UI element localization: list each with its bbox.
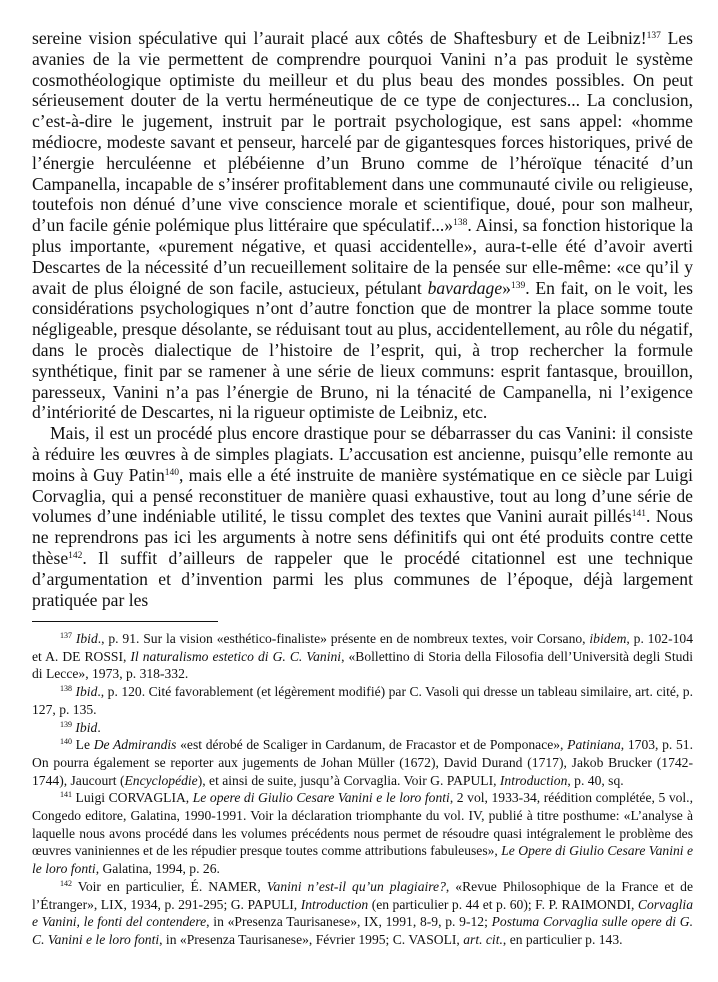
footnote-marker: 142 bbox=[68, 550, 83, 561]
italic-text: Corvaglia e Vanini, le fonti del contendere bbox=[32, 896, 694, 930]
text-run: , 2 vol, 1933-34, réédition complétée, 5 vol., Congedo editore, Galatina, 1990-1991. Voir la déclaration triomphante du vol. IV, publié à titre posthume: «L’analyse à laquelle nous avons procédé dans les volumes précédents nous permet de résoudre quasi intégralement le problème des œuvres vaniniennes et de les répudier presque toutes comme attributions fabuleuses», bbox=[32, 790, 693, 859]
italic-text: Encyclopédie bbox=[124, 772, 198, 788]
text-run: . Il suffit d’ailleurs de rappeler que le procédé citationnel est une technique d’argumentation et d’invention parmi les plus communes de l’époque, déjà largement pratiquée par les bbox=[32, 547, 693, 610]
footnote-marker: 140 bbox=[164, 467, 180, 478]
footnote-marker: 138 bbox=[453, 218, 468, 229]
text-run: Mais, il est un procédé plus encore drastique pour se débarrasser du cas Vanini: il consiste à réduire les œuvres à de simples plagiats. L’accusation est ancienne, puisqu’elle remonte au moins à Guy Patin bbox=[32, 423, 693, 485]
text-run: sereine vision spéculative qui l’aurait placé aux côtés de Shaftesbury et de Leibniz! bbox=[32, 28, 647, 48]
footnotes bbox=[32, 630, 693, 949]
text-run: Le bbox=[72, 737, 94, 753]
footnote-marker: 141 bbox=[631, 509, 646, 520]
paragraph bbox=[32, 28, 693, 423]
text-run: , mais elle a été instruite de manière systématique en ce siècle par Luigi Corvaglia, qui a pensé reconstituer de manière quasi exhaustive, tout au long d’une série de volumes d’une indéniable utilité, le tissu complet des textes que Vanini aurait pillés bbox=[32, 464, 694, 527]
footnote-marker: 138 bbox=[60, 684, 72, 694]
text-run: , Galatina, 1994, p. 26. bbox=[95, 861, 220, 877]
page-content bbox=[32, 28, 693, 610]
body-text bbox=[32, 28, 693, 610]
italic-text: Ibid bbox=[75, 631, 98, 646]
text-run: . Nous ne reprendrons pas ici les arguments à notre sens définitifs qui ont été produits contre cette thèse bbox=[32, 506, 693, 568]
text-run: (en particulier p. 44 et p. 60); F. P. RAIMONDI, bbox=[368, 896, 638, 912]
italic-text: art. cit. bbox=[463, 931, 503, 947]
text-run: , en particulier p. 143. bbox=[502, 931, 623, 947]
italic-text: De Admirandis bbox=[93, 737, 177, 753]
text-run: , in «Presenza Taurisanese», Février 1995; C. VASOLI, bbox=[159, 931, 464, 947]
text-run: , p. 40, sq. bbox=[567, 772, 624, 788]
italic-text: ibidem bbox=[589, 631, 627, 646]
text-run: . bbox=[97, 719, 101, 735]
text-run: «est dérobé de Scaliger in Cardanum, de Fracastor et de Pomponace», bbox=[176, 737, 568, 753]
footnote-marker: 137 bbox=[646, 31, 661, 41]
footnote bbox=[32, 683, 693, 718]
text-run: ), et ainsi de suite, jusqu’à Corvaglia. Voir G. PAPULI, bbox=[197, 772, 500, 788]
text-run: , «Bollettino di Storia della Filosofia dell’Università degli Studi di Lecce», 1973, p. 318-332. bbox=[32, 648, 694, 682]
italic-text: Il naturalismo estetico di G. C. Vanini bbox=[130, 648, 342, 664]
text-run: » bbox=[502, 277, 511, 298]
footnote bbox=[32, 630, 693, 683]
footnote bbox=[32, 736, 693, 789]
text-run: , «Revue Philosophique de la France et de l’Étranger», LIX, 1934, p. 291-295; G. PAPULI, bbox=[32, 878, 693, 912]
italic-text: Patiniana bbox=[567, 737, 621, 753]
footnote-marker: 139 bbox=[60, 719, 72, 729]
footnote-marker: 139 bbox=[510, 280, 526, 291]
paragraph bbox=[32, 423, 693, 610]
text-run: ., p. 120. Cité favorablement (et légèrement modifié) par C. Vasoli qui dresse un tableau similaire, art. cité, p. 127, p. 135. bbox=[32, 684, 694, 717]
footnote-separator bbox=[32, 621, 218, 622]
italic-text: Ibid bbox=[75, 684, 98, 700]
text-run: ., p. 91. Sur la vision «esthético-finaliste» présente en de nombreux textes, voir Corsano, bbox=[97, 631, 590, 646]
italic-text: Ibid bbox=[75, 719, 98, 735]
footnote bbox=[32, 878, 693, 949]
italic-text: Vanini n’est-il qu’un plagiaire? bbox=[266, 878, 446, 894]
footnote-marker: 137 bbox=[60, 631, 72, 640]
text-run: . En fait, on le voit, les considérations psychologiques n’ont d’autre fonction que de montrer la place somme toute négligeable, presque désolante, se réduisant tout au plus, accidentellement, au rôle du négatif, dans le procès dialectique de l’histoire de l’esprit, qui, à trop rechercher la formule synthétique, finit par se ramener à une série de lieux communs: esprit fantasque, brouillon, paresseux, Vanini n’a pas l’énergie de Bruno, ni la ténacité de Campanella, ni l’exigence d’intériorité de Descartes, ni la rigueur optimiste de Leibniz, etc. bbox=[32, 277, 694, 423]
text-run: Luigi CORVAGLIA, bbox=[72, 790, 193, 806]
footnote-marker: 140 bbox=[60, 737, 72, 747]
text-run: . Ainsi, sa fonction historique la plus importante, «purement négative, et quasi accidentelle», aura-t-elle été d’avoir averti Descartes de la nécessité d’un recueillement solitaire de la pensée sur elle-même: «ce qu’il y avait de plus éloigné de son facile, astucieux, pétulant bbox=[32, 215, 694, 298]
footnote bbox=[32, 719, 693, 737]
footnote-marker: 142 bbox=[60, 878, 72, 888]
italic-text: Le Opere di Giulio Cesare Vanini e le loro fonti bbox=[32, 843, 694, 877]
footnote bbox=[32, 789, 693, 878]
text-run: , 1703, p. 51. On pourra également se reporter aux jugements de Johan Müller (1672), David Durand (1717), Jakob Brucker (1742-1744), Jaucourt ( bbox=[32, 737, 693, 788]
italic-text: Le opere di Giulio Cesare Vanini e le loro fonti bbox=[192, 790, 450, 806]
text-run: , p. 102-104 et A. DE ROSSI, bbox=[32, 631, 693, 664]
italic-text: Introduction bbox=[499, 772, 568, 788]
italic-text: Postuma Corvaglia sulle opere di G. C. Vanini e le loro fonti bbox=[32, 914, 693, 947]
text-run: , in «Presenza Taurisanese», IX, 1991, 8-9, p. 9-12; bbox=[206, 914, 492, 930]
italic-text: bavardage bbox=[427, 277, 503, 298]
italic-text: Introduction bbox=[300, 896, 369, 912]
text-run: Voir en particulier, É. NAMER, bbox=[72, 878, 267, 894]
text-run: Les avanies de la vie permettent de comprendre pourquoi Vanini n’a pas produit le système cosmothéologique optimiste du meilleur et du plus beau des mondes possibles. On peut sérieusement douter de la vertu herméneutique de ce type de conjectures... La conclusion, c’est-à-dire le jugement, instruit par le portrait psychologique, est sans appel: «homme médiocre, modeste savant et penseur, harcelé par de gigantesques forces historiques, privé de l’énergie herculéenne et plébéienne d’un Bruno comme de l’héroïque ténacité d’un Campanella, incapable de s’insérer profitablement dans une communauté civile ou religieuse, toutefois non dénué d’une vive conscience morale et scientifique, doué, pour son malheur, d’un facile génie polémique plus littéraire que spéculatif...» bbox=[32, 28, 693, 236]
footnote-marker: 141 bbox=[60, 790, 72, 800]
